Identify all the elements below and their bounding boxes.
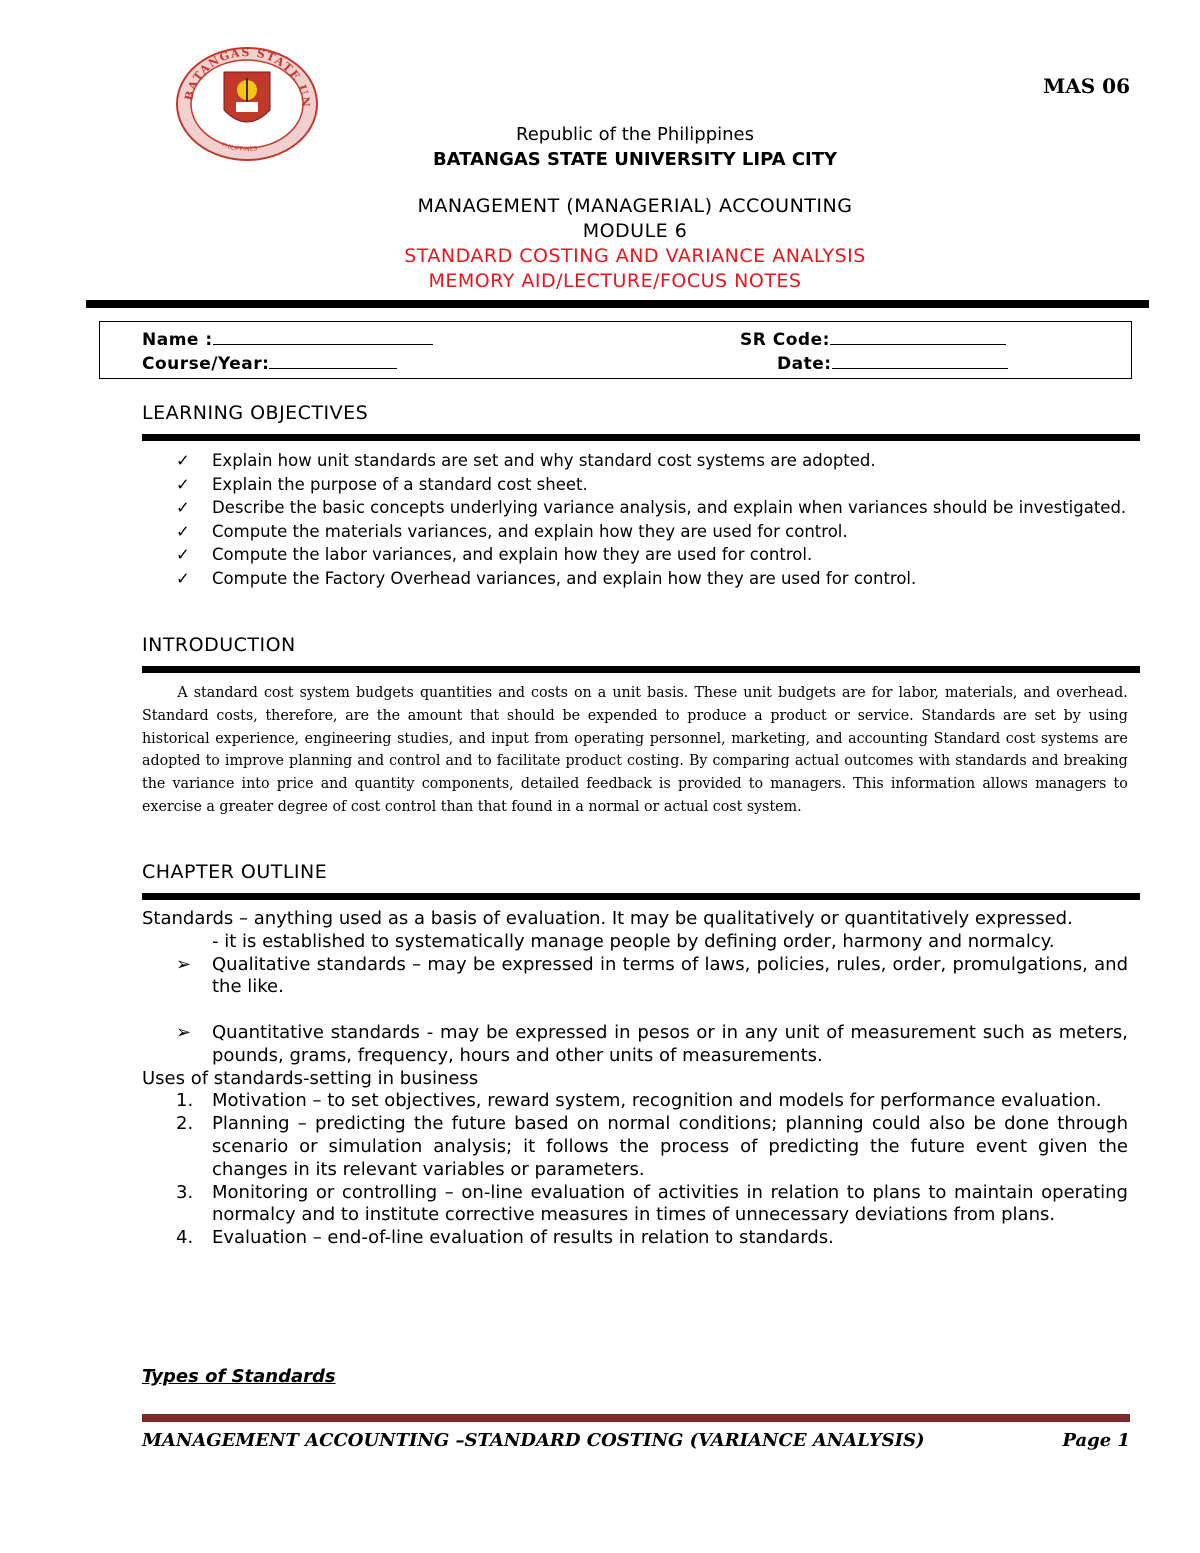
course-year-label: Course/Year:: [142, 354, 270, 374]
arrow-bullet-icon: ➢: [176, 953, 192, 975]
standards-definition-2: - it is established to systematically manage people by defining order, harmony and normalcy.: [212, 930, 1055, 952]
name-label: Name :: [142, 330, 213, 350]
introduction-heading: INTRODUCTION: [142, 634, 296, 656]
introduction-text: A standard cost system budgets quantities and costs on a unit basis. These unit budgets are for labor, materials, and overhead. Standard costs, therefore, are the amount that should be expended to produce a product or service. Standards are set by using historical experience, engineering studies, and input from operating personnel, marketing, and accounting Standard cost systems are adopted to improve planning and control and to facilitate product costing. By comparing actual outcomes with standards and breaking the variance into price and quantity components, detailed feedback is provided to managers. This information allows managers to exercise a greater degree of cost control than that found in a normal or actual cost system.: [142, 683, 1128, 815]
chapter-outline: [142, 908, 1128, 1250]
sr-code-field[interactable]: [740, 330, 1006, 350]
qualitative-standards: ➢ Qualitative standards – may be expressed in terms of laws, policies, rules, order, promulgations, and the like.: [176, 953, 1128, 998]
module-code: MAS 06: [1043, 74, 1130, 98]
list-item: ✓ Describe the basic concepts underlying variance analysis, and explain when variances should be investigated.: [142, 496, 1132, 520]
republic-line: Republic of the Philippines: [516, 124, 754, 145]
uses-heading: Uses of standards-setting in business: [142, 1067, 479, 1089]
list-item: ✓ Explain the purpose of a standard cost sheet.: [142, 473, 1132, 497]
list-item: ✓ Compute the Factory Overhead variances, and explain how they are used for control.: [142, 567, 1132, 591]
checkmark-icon: ✓: [176, 545, 190, 564]
date-field[interactable]: [777, 354, 1008, 374]
seal-country-text: PHILIPPINES: [220, 141, 258, 153]
course-year-field[interactable]: [142, 354, 397, 374]
list-item: 1. Motivation – to set objectives, reward system, recognition and models for performance evaluation.: [176, 1090, 1102, 1112]
footer-divider: [142, 1414, 1130, 1422]
checkmark-icon: ✓: [176, 521, 190, 541]
types-of-standards-heading: Types of Standards: [142, 1366, 336, 1387]
seal-arc-text: BATANGAS STATE UN: [182, 45, 313, 109]
objectives-divider: [142, 434, 1140, 441]
course-title: MANAGEMENT (MANAGERIAL) ACCOUNTING: [417, 195, 853, 217]
checkmark-icon: ✓: [176, 498, 190, 517]
page-footer: [142, 1430, 1130, 1451]
standards-definition: Standards – anything used as a basis of evaluation. It may be qualitatively or quantitatively expressed.: [142, 908, 1073, 929]
university-name: BATANGAS STATE UNIVERSITY LIPA CITY: [432, 149, 838, 170]
name-field[interactable]: [142, 330, 433, 350]
list-item: ✓ Compute the materials variances, and explain how they are used for control.: [142, 520, 1132, 544]
student-info-box: [99, 321, 1132, 379]
list-item: 4. Evaluation – end-of-line evaluation of results in relation to standards.: [176, 1227, 834, 1249]
list-item: ✓ Explain how unit standards are set and why standard cost systems are adopted.: [142, 449, 1132, 473]
outline-divider: [142, 893, 1140, 900]
module-subject: STANDARD COSTING AND VARIANCE ANALYSIS: [404, 245, 866, 267]
list-item: 3. Monitoring or controlling – on-line evaluation of activities in relation to plans to maintain operating normalcy and to institute corrective measures in times of unnecessary deviations from plans.: [176, 1181, 1128, 1226]
footer-title: MANAGEMENT ACCOUNTING –STANDARD COSTING (VARIANCE ANALYSIS): [142, 1430, 925, 1451]
checkmark-icon: ✓: [176, 568, 190, 588]
checkmark-icon: ✓: [176, 474, 190, 494]
checkmark-icon: ✓: [176, 451, 190, 470]
outline-heading: CHAPTER OUTLINE: [142, 861, 328, 883]
arrow-bullet-icon: ➢: [176, 1021, 192, 1043]
sr-code-label: SR Code:: [740, 330, 830, 350]
objectives-heading: LEARNING OBJECTIVES: [142, 402, 369, 424]
list-item: ✓ Compute the labor variances, and explain how they are used for control.: [142, 543, 1132, 567]
quantitative-standards: ➢ Quantitative standards - may be expressed in pesos or in any unit of measurement such as meters, pounds, grams, frequency, hours and other units of measurements.: [176, 1021, 1128, 1066]
date-label: Date:: [777, 354, 832, 374]
header-divider: [86, 300, 1149, 308]
page-number: Page 1: [1062, 1430, 1130, 1451]
list-item: 2. Planning – predicting the future based on normal conditions; planning could also be done through scenario or simulation analysis; it follows the process of predicting the future event given the changes in its relevant variables or parameters.: [176, 1113, 1128, 1180]
module-notes-label: MEMORY AID/LECTURE/FOCUS NOTES: [428, 270, 802, 292]
introduction-divider: [142, 666, 1140, 673]
module-number: MODULE 6: [582, 220, 688, 242]
objectives-list: [142, 449, 1132, 590]
